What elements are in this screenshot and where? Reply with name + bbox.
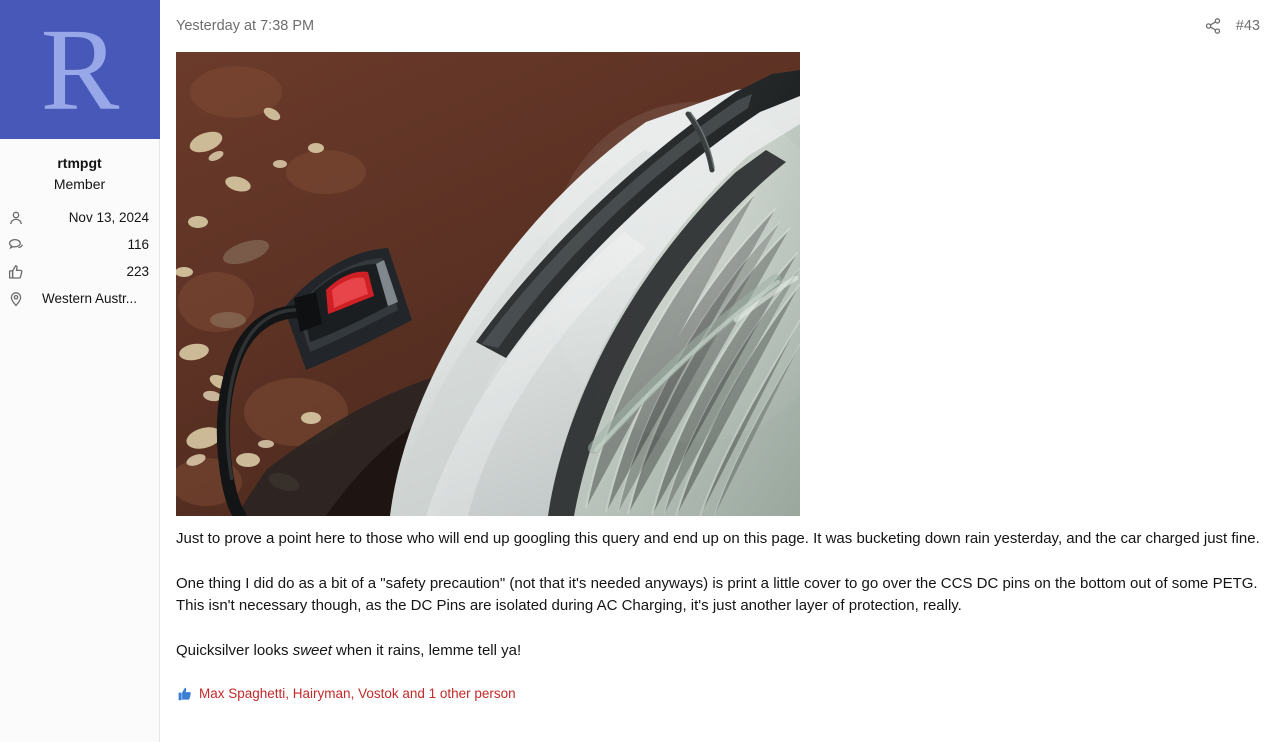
location-icon xyxy=(8,291,30,307)
paragraph3-text-before: Quicksilver looks xyxy=(176,642,293,659)
post-body xyxy=(160,52,1280,716)
post-image[interactable] xyxy=(176,52,800,516)
user-icon xyxy=(8,210,30,226)
thumbs-up-icon xyxy=(176,685,193,702)
post-paragraph-1: Just to prove a point here to those who will end up googling this query and end up on this page. It was bucketing down rain yesterday, and the car charged just fine. xyxy=(176,530,1260,547)
stat-joined-value: Nov 13, 2024 xyxy=(68,210,149,225)
post-author-sidebar xyxy=(0,0,160,742)
avatar[interactable]: R xyxy=(0,0,160,139)
stat-reactions xyxy=(8,258,149,285)
stat-messages xyxy=(8,231,149,258)
post-paragraph-2: One thing I did do as a bit of a "safety precaution" (not that it's needed anyways) is print a little cover to go over the CCS DC pins on the bottom out of some PETG. This isn't necessary though, as the DC Pins are isolated during AC Charging, it's just another layer of protection, really. xyxy=(176,575,1258,614)
paragraph3-text-after: when it rains, lemme tell ya! xyxy=(331,642,522,659)
author-stats xyxy=(0,204,159,312)
post-main xyxy=(160,0,1280,742)
paragraph3-emphasis: sweet xyxy=(292,642,332,659)
share-icon[interactable] xyxy=(1204,17,1222,35)
thumbs-up-icon xyxy=(8,264,30,280)
stat-location-value: Western Austr... xyxy=(42,291,138,306)
author-username[interactable]: rtmpgt xyxy=(57,155,102,171)
post-paragraph-3 xyxy=(176,640,1264,662)
reaction-names[interactable]: Max Spaghetti, Hairyman, Vostok and 1 other person xyxy=(199,686,516,701)
post-number[interactable]: #43 xyxy=(1235,18,1260,34)
stat-messages-value: 116 xyxy=(127,237,149,252)
post-reactions[interactable] xyxy=(176,685,1264,716)
post-header xyxy=(160,0,1280,52)
stat-joined xyxy=(8,204,149,231)
author-title: Member xyxy=(53,176,106,192)
messages-icon xyxy=(8,237,30,253)
stat-location xyxy=(8,285,149,312)
stat-reactions-value: 223 xyxy=(126,264,149,279)
post-date[interactable]: Yesterday at 7:38 PM xyxy=(176,18,315,34)
